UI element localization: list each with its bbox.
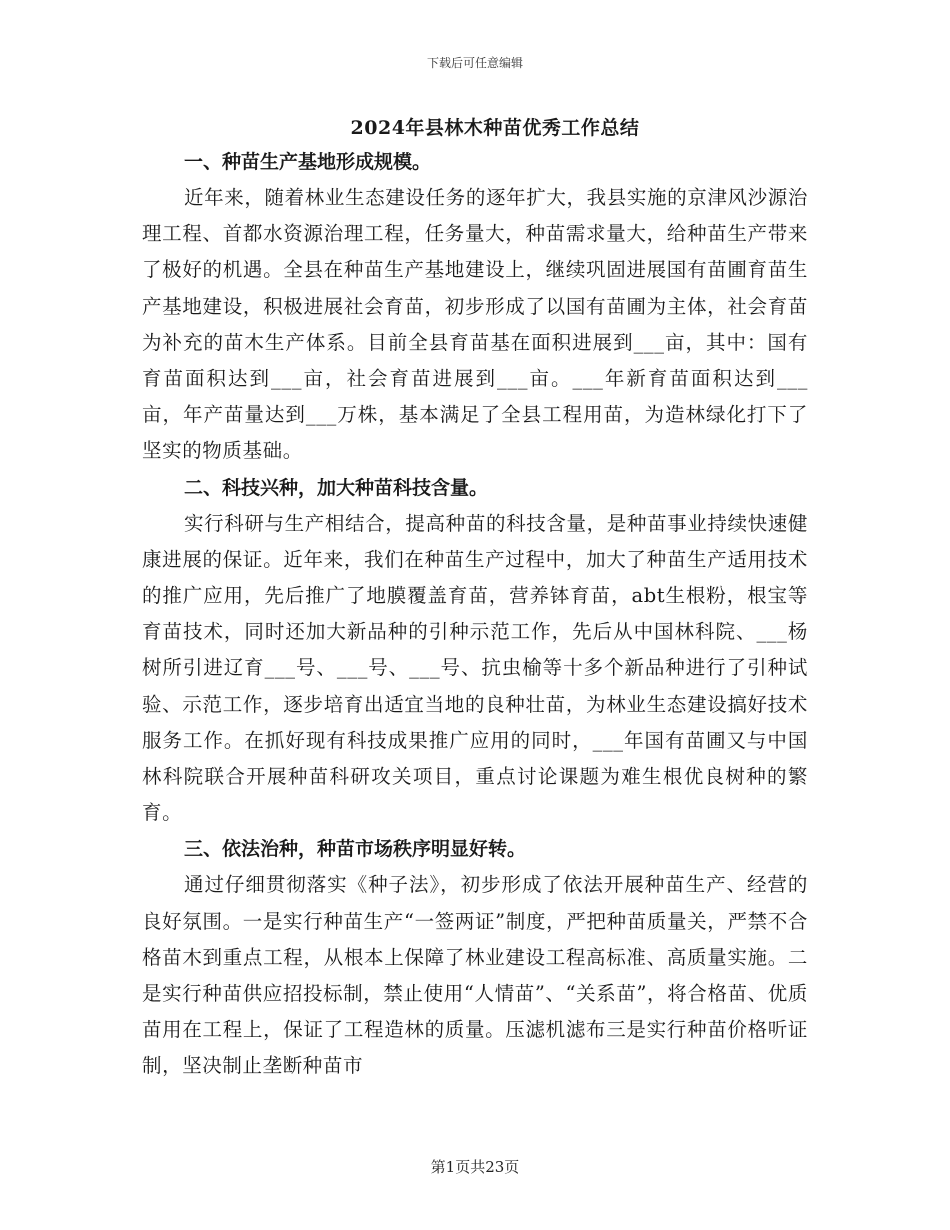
section-3 [142,831,808,1084]
section-heading: 一、种苗生产基地形成规模。 [184,151,432,173]
section-1 [142,144,808,470]
section-heading: 三、依法治种，种苗市场秩序明显好转。 [184,838,527,861]
document-title: 2024年县林木种苗优秀工作总结 [350,117,640,139]
section-paragraph: 近年来，随着林业生态建设任务的逐年扩大，我县实施的京津风沙源治理工程、首都水资源治理工程，任务量大，种苗需求量大，给种苗生产带来了极好的机遇。全县在种苗生产基地建设上，继续巩固进展国有苗圃育苗生产基地建设，积极进展社会育苗，初步形成了以国有苗圃为主体，社会育苗为补充的苗木生产体系。目前全县育苗基在面积进展到___亩，其中：国有育苗面积达到___亩，社会育苗进展到___亩。___年新育苗面积达到___亩，年产苗量达到___万株，基本满足了全县工程用苗，为造林绿化打下了坚实的物质基础。 [142,186,808,463]
section-paragraph: 实行科研与生产相结合，提高种苗的科技含量，是种苗事业持续快速健康进展的保证。近年来，我们在种苗生产过程中，加大了种苗生产适用技术的推广应用，先后推广了地膜覆盖育苗，营养钵育苗，abt生根粉，根宝等育苗技术，同时还加大新品种的引种示范工作，先后从中国林科院、___杨树所引进辽育___号、___号、___号、抗虫榆等十多个新品种进行了引种试验、示范工作，逐步培育出适宜当地的良种壮苗，为林业生态建设搞好技术服务工作。在抓好现有科技成果推广应用的同时，___年国有苗圃又与中国林科院联合开展种苗科研攻关项目，重点讨论课题为难生根优良树种的繁育。 [142,511,808,825]
header-note: 下载后可任意编辑 [426,56,523,70]
document-body [142,112,808,1085]
section-heading: 二、科技兴种，加大种苗科技含量。 [184,476,489,499]
section-paragraph: 通过仔细贯彻落实《种子法》，初步形成了依法开展种苗生产、经营的良好氛围。一是实行种苗生产“一签两证”制度，严把种苗质量关，严禁不合格苗木到重点工程，从根本上保障了林业建设工程高标准、高质量实施。二是实行种苗供应招投标制，禁止使用“人情苗”、“关系苗”，将合格苗、优质苗用在工程上，保证了工程造林的质量。压滤机滤布三是实行种苗价格听证制，坚决制止垄断种苗市 [142,873,808,1078]
page-number: 第1页共23页 [430,1158,520,1176]
section-2 [142,470,808,832]
